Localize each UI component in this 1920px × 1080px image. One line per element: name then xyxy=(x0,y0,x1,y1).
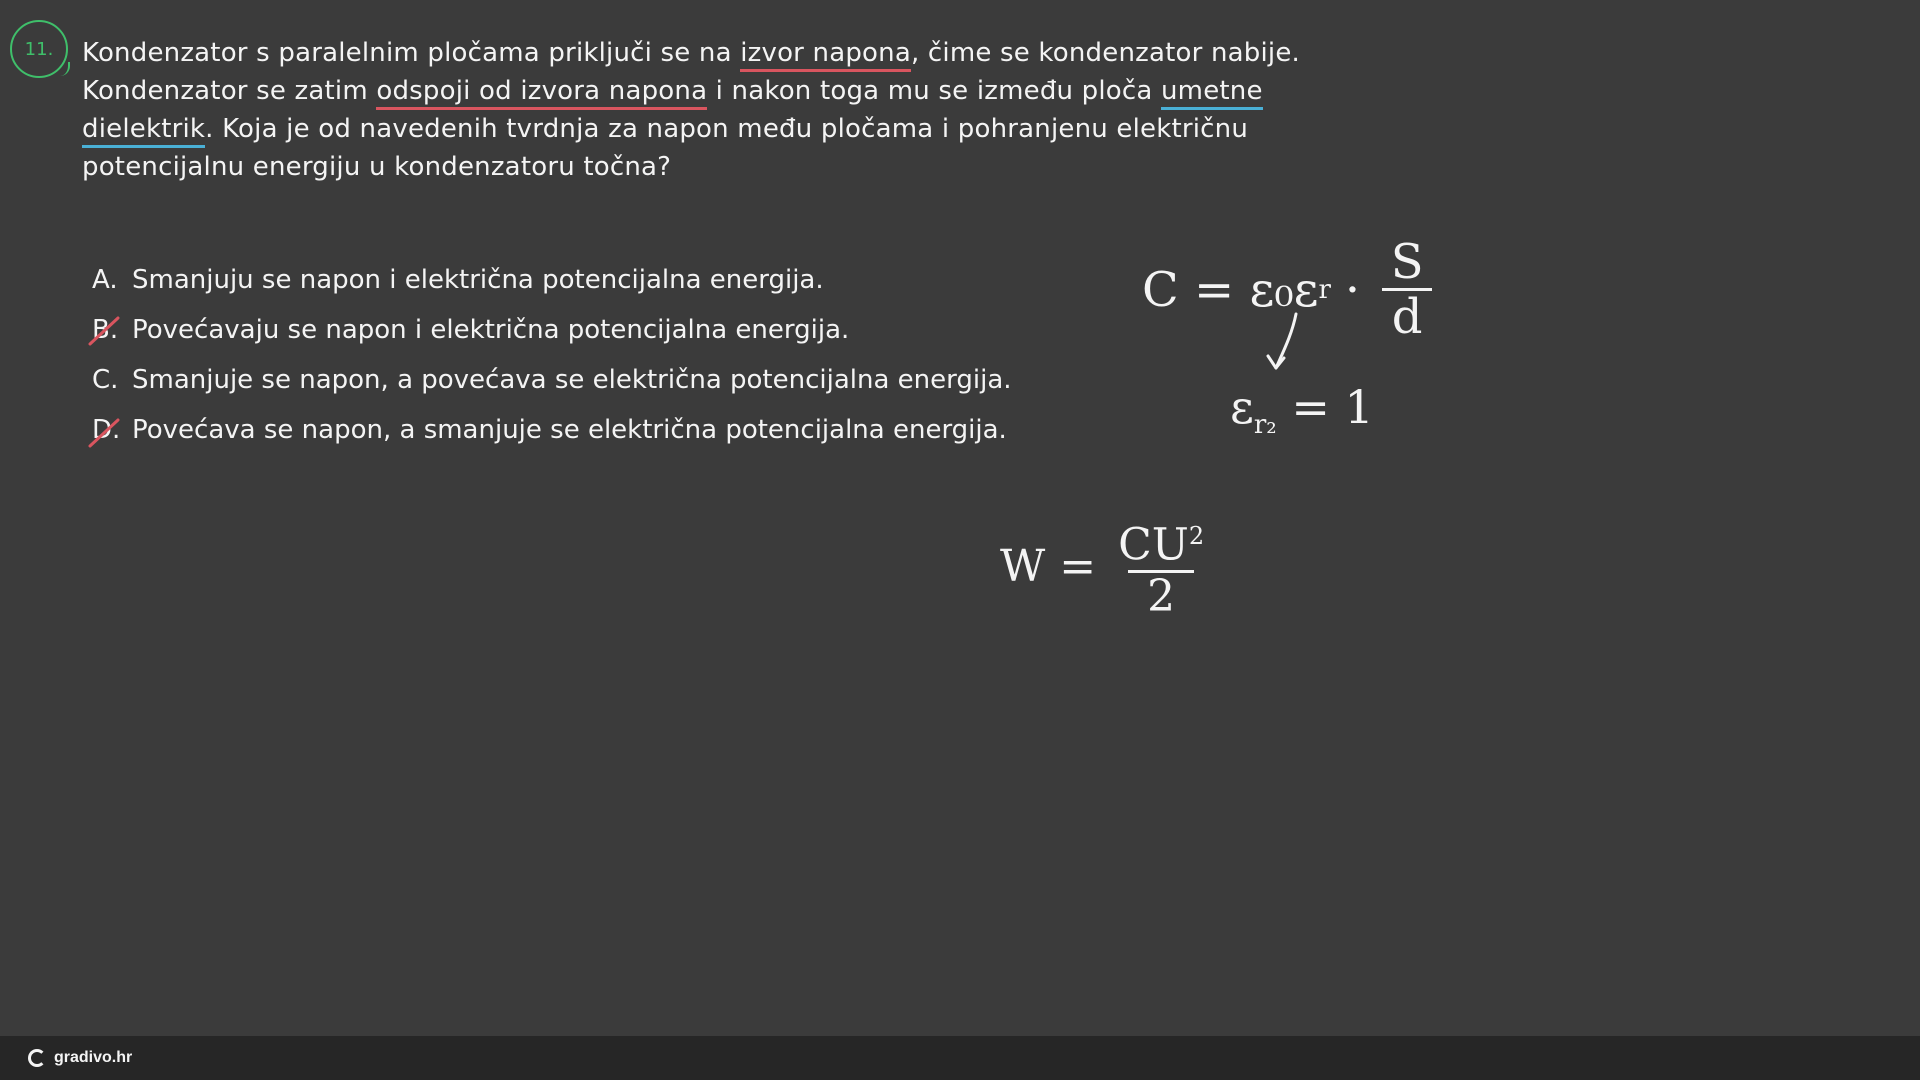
answer-letter: C. xyxy=(92,365,119,395)
question-seg-2: , čime se kondenzator nabije. Kondenzator se zatim xyxy=(82,38,1300,106)
strike-mark-icon xyxy=(88,314,122,348)
energy-numerator xyxy=(1118,512,1204,570)
epsilon-note xyxy=(1230,380,1374,440)
arrow-down-icon xyxy=(1264,310,1304,374)
capacitance-numerator: S xyxy=(1390,234,1424,290)
epsilon-subscript: r₂ xyxy=(1253,410,1277,441)
capacitance-fraction xyxy=(1382,236,1432,343)
answer-letter-wrap xyxy=(92,310,132,350)
energy-formula xyxy=(1000,512,1204,621)
question-text xyxy=(82,34,1342,186)
gradivo-logo-icon xyxy=(28,1049,46,1067)
brand-link[interactable] xyxy=(28,1049,132,1067)
brand-name: gradivo.hr xyxy=(54,1049,133,1066)
answer-text: Smanjuje se napon, a povećava se električna potencijalna energija. xyxy=(132,365,1012,395)
answer-option-b[interactable] xyxy=(92,305,1012,355)
footer-bar xyxy=(0,1036,1920,1080)
answer-text: Smanjuju se napon i električna potencijalna energija. xyxy=(132,265,824,295)
answer-text: Povećavaju se napon i električna potencijalna energija. xyxy=(132,315,850,345)
capacitance-denominator: d xyxy=(1391,289,1423,345)
answer-option-c[interactable] xyxy=(92,355,1012,405)
answer-letter: D. xyxy=(92,415,121,445)
badge-tail-decoration xyxy=(56,62,70,76)
energy-lhs: W = xyxy=(1000,540,1097,592)
capacitance-dot: · xyxy=(1344,261,1361,318)
energy-numerator-text: CU xyxy=(1118,519,1189,571)
answer-letter-wrap xyxy=(92,410,132,450)
answer-letter: B. xyxy=(92,315,119,345)
epsilon-value: = 1 xyxy=(1291,380,1374,434)
energy-exponent: 2 xyxy=(1188,522,1205,550)
answer-option-d[interactable] xyxy=(92,405,1012,455)
capacitance-eps-sub: r xyxy=(1318,274,1331,305)
answer-list xyxy=(92,255,1012,455)
energy-denominator: 2 xyxy=(1147,570,1176,622)
question-seg-4: . Koja je od navedenih tvrdnja za napon među pločama i pohranjenu električnu potencijalnu energiju u kondenzatoru točna? xyxy=(82,114,1249,182)
highlight-disconnect: odspoji od izvora napona xyxy=(376,76,707,110)
capacitance-lhs: C = ε₀ε xyxy=(1142,261,1319,318)
question-seg-3: i nakon toga mu se između ploča xyxy=(707,76,1161,106)
epsilon-symbol: ε xyxy=(1230,380,1254,434)
highlight-dielectric: umetne dielektrik xyxy=(82,76,1263,148)
question-number: 11. xyxy=(24,38,54,60)
answer-text: Povećava se napon, a smanjuje se električna potencijalna energija. xyxy=(132,415,1007,445)
answer-option-a[interactable] xyxy=(92,255,1012,305)
question-seg-1: Kondenzator s paralelnim pločama priključi se na xyxy=(82,38,741,68)
highlight-voltage-source: izvor napona xyxy=(740,38,911,72)
answer-letter: A. xyxy=(92,265,118,295)
energy-fraction xyxy=(1118,512,1204,621)
strike-mark-icon xyxy=(88,414,122,448)
